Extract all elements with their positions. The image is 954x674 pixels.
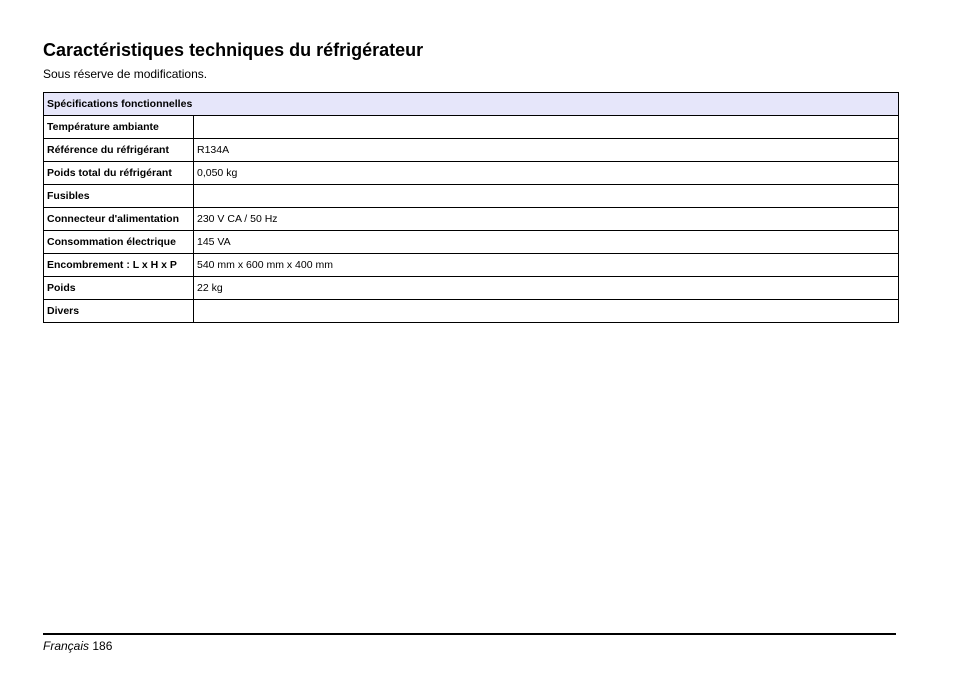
row-label: Fusibles [44, 185, 194, 208]
specifications-table [43, 92, 899, 323]
row-label: Poids total du réfrigérant [44, 162, 194, 185]
row-label: Poids [44, 277, 194, 300]
table-row [44, 116, 899, 139]
footer-language: Français [43, 639, 90, 653]
table-row [44, 208, 899, 231]
table-header: Spécifications fonctionnelles [44, 93, 899, 116]
footer-page-number: 186 [92, 639, 113, 653]
table-row [44, 277, 899, 300]
table-row [44, 162, 899, 185]
row-value: 145 VA [194, 231, 899, 254]
table-row [44, 231, 899, 254]
row-label: Référence du réfrigérant [44, 139, 194, 162]
table-header-row [44, 93, 899, 116]
row-label: Connecteur d'alimentation [44, 208, 194, 231]
row-value: 22 kg [194, 277, 899, 300]
row-value: 0,050 kg [194, 162, 899, 185]
row-label: Température ambiante [44, 116, 194, 139]
row-value [194, 300, 899, 323]
page-subtitle: Sous réserve de modifications. [43, 67, 208, 81]
page-title: Caractéristiques techniques du réfrigérateur [43, 40, 424, 60]
table-row [44, 139, 899, 162]
row-value [194, 185, 899, 208]
row-value: 230 V CA / 50 Hz [194, 208, 899, 231]
table-row [44, 185, 899, 208]
row-value: 540 mm x 600 mm x 400 mm [194, 254, 899, 277]
row-label: Encombrement : L x H x P [44, 254, 194, 277]
page-footer [43, 638, 112, 654]
row-label: Divers [44, 300, 194, 323]
row-value [194, 116, 899, 139]
row-label: Consommation électrique [44, 231, 194, 254]
row-value: R134A [194, 139, 899, 162]
table-row [44, 254, 899, 277]
footer-divider [43, 633, 896, 635]
table-row [44, 300, 899, 323]
